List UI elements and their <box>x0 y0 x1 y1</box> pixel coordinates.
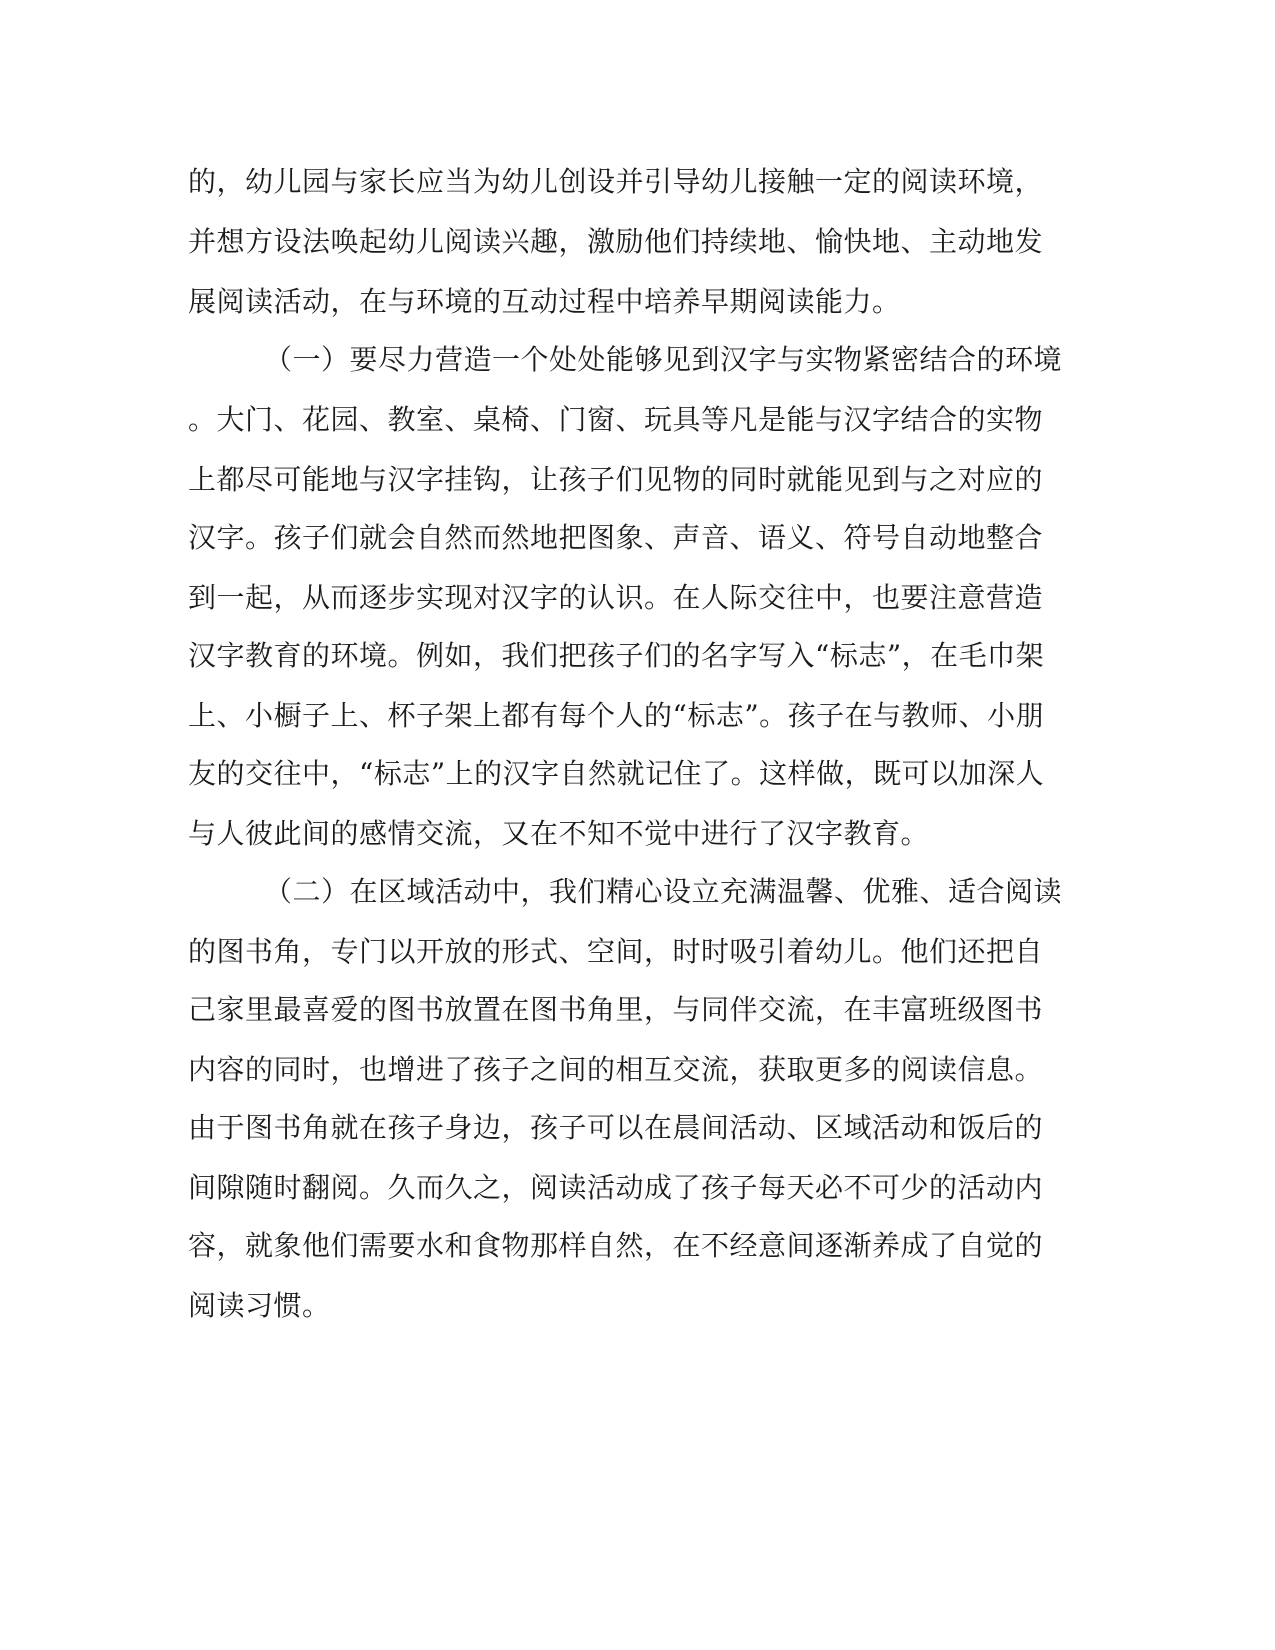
text-line: 。大门、花园、教室、桌椅、门窗、玩具等凡是能与汉字结合的实物 <box>188 403 1044 436</box>
text-line: 阅读习惯。 <box>188 1289 331 1322</box>
text-line: 展阅读活动，在与环境的互动过程中培养早期阅读能力。 <box>188 285 901 318</box>
text-line: 到一起，从而逐步实现对汉字的认识。在人际交往中，也要注意营造 <box>188 581 1044 614</box>
text-line: 并想方设法唤起幼儿阅读兴趣，激励他们持续地、愉快地、主动地发 <box>188 225 1044 258</box>
paragraph-first-line: （二）在区域活动中，我们精心设立充满温馨、优雅、适合阅读 <box>264 875 1063 908</box>
paragraph-first-line: （一）要尽力营造一个处处能够见到汉字与实物紧密结合的环境 <box>264 343 1063 376</box>
text-line: 间隙随时翻阅。久而久之，阅读活动成了孩子每天必不可少的活动内 <box>188 1171 1044 1204</box>
text-line: 与人彼此间的感情交流，又在不知不觉中进行了汉字教育。 <box>188 817 930 850</box>
text-line: 的图书角，专门以开放的形式、空间，时时吸引着幼儿。他们还把自 <box>188 935 1044 968</box>
text-line: 友的交往中，“标志”上的汉字自然就记住了。这样做，既可以加深人 <box>188 757 1045 790</box>
text-line: 由于图书角就在孩子身边，孩子可以在晨间活动、区域活动和饭后的 <box>188 1111 1044 1144</box>
text-line: 内容的同时，也增进了孩子之间的相互交流，获取更多的阅读信息。 <box>188 1053 1044 1086</box>
text-line: 的，幼儿园与家长应当为幼儿创设并引导幼儿接触一定的阅读环境， <box>188 165 1044 198</box>
text-line: 上都尽可能地与汉字挂钩，让孩子们见物的同时就能见到与之对应的 <box>188 463 1044 496</box>
text-line: 汉字教育的环境。例如，我们把孩子们的名字写入“标志”，在毛巾架 <box>188 639 1045 672</box>
text-line: 上、小橱子上、杯子架上都有每个人的“标志”。孩子在与教师、小朋 <box>188 699 1045 732</box>
text-line: 汉字。孩子们就会自然而然地把图象、声音、语义、符号自动地整合 <box>188 521 1044 554</box>
text-line: 己家里最喜爱的图书放置在图书角里，与同伴交流，在丰富班级图书 <box>188 993 1044 1026</box>
text-line: 容，就象他们需要水和食物那样自然，在不经意间逐渐养成了自觉的 <box>188 1229 1044 1262</box>
